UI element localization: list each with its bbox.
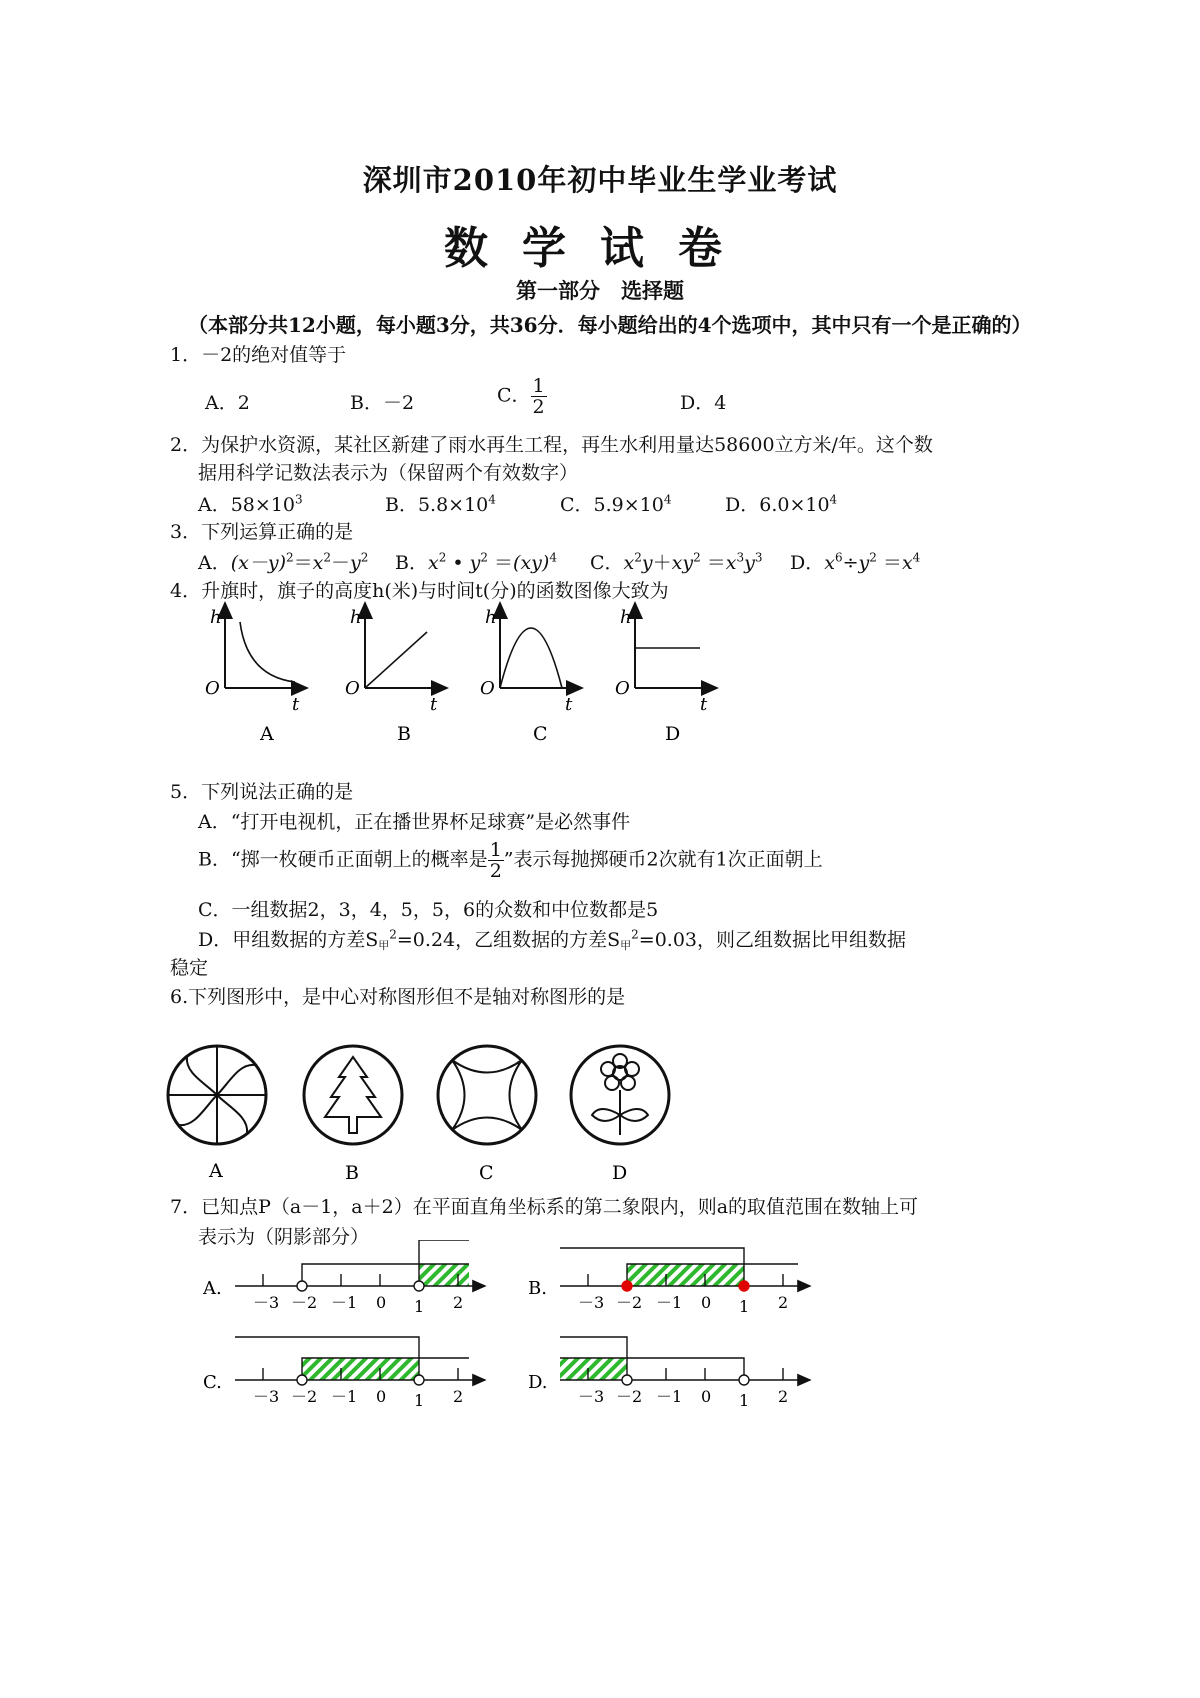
q5-option-d <box>198 925 906 953</box>
exam-title: 深圳市2010年初中毕业生学业考试 <box>362 163 838 197</box>
subscript: 甲 <box>620 939 632 952</box>
origin: O <box>345 678 360 699</box>
tick: 0 <box>701 1387 712 1406</box>
figure-c-label: C <box>479 1162 494 1184</box>
q2-stem-line1: 2．为保护水资源，某社区新建了雨水再生工程，再生水利用量达58600立方米/年。这个数 <box>170 434 933 456</box>
number-line-d <box>528 1337 810 1410</box>
q2-option-b <box>385 490 496 517</box>
tick: 2 <box>778 1293 789 1312</box>
q3-c-label: C． <box>590 552 624 574</box>
axis-t: t <box>565 694 573 715</box>
numerator: 1 <box>532 375 545 397</box>
q2-b-base: B．5.8×10 <box>385 494 489 516</box>
exponent: 4 <box>829 492 838 507</box>
origin: O <box>205 678 220 699</box>
graph-d <box>615 603 717 745</box>
tick: －2 <box>616 1387 643 1406</box>
q7-stem-line2: 表示为（阴影部分） <box>198 1226 370 1248</box>
tick: －1 <box>331 1293 358 1312</box>
tick: －3 <box>578 1387 605 1406</box>
graph-d-label: D <box>665 723 681 745</box>
figure-a <box>168 1046 266 1182</box>
axis-t: t <box>430 694 438 715</box>
q3-option-b: B．$x^2$ • $y^2 =(xy)^4$ <box>395 550 557 574</box>
q5-option-b <box>198 840 823 881</box>
tick: 1 <box>739 1297 750 1316</box>
denominator: 2 <box>489 860 502 882</box>
figure-d-label: D <box>612 1162 628 1184</box>
q3-option-c: C．$x^2y+xy^2 =x^3y^3$ <box>590 550 763 574</box>
figure-c <box>438 1046 536 1184</box>
origin: O <box>615 678 630 699</box>
q1-option-d: D．4 <box>680 392 727 414</box>
q5-d-part2: =0.24，乙组数据的方差S <box>396 929 621 951</box>
q3-option-a: A．$(x-y)^2=x^2-y^2$ <box>198 550 369 574</box>
q2-option-a <box>198 490 303 517</box>
exponent: 4 <box>663 492 672 507</box>
option-a-label: A. <box>203 1278 222 1299</box>
exponent: 2 <box>631 927 639 942</box>
tick: －1 <box>656 1293 683 1312</box>
subscript: 甲 <box>378 939 390 952</box>
q5-b-post: ”表示每抛掷硬币2次就有1次正面朝上 <box>503 848 823 871</box>
q7-number-lines <box>195 1240 835 1420</box>
tick: －2 <box>291 1293 318 1312</box>
option-d-label: D. <box>528 1372 548 1393</box>
tick: －3 <box>578 1293 605 1312</box>
subject-title: 数学试卷 <box>444 223 756 274</box>
number-line-a <box>202 1240 485 1316</box>
figure-b-label: B <box>345 1162 359 1184</box>
tick: 2 <box>453 1387 464 1406</box>
numerator: 1 <box>489 839 502 861</box>
q2-d-base: D．6.0×10 <box>725 494 830 516</box>
q4-stem: 4．升旗时，旗子的高度h(米)与时间t(分)的函数图像大致为 <box>170 580 669 602</box>
graph-a <box>205 603 307 745</box>
number-line-c <box>203 1337 485 1410</box>
q3-a-label: A． <box>198 552 231 574</box>
q5-option-c: C．一组数据2，3，4，5，5，6的众数和中位数都是5 <box>198 899 659 921</box>
q5-b-pre: B．“掷一枚硬币正面朝上的概率是 <box>198 848 488 871</box>
exponent: 2 <box>389 927 397 942</box>
tick: 0 <box>701 1293 712 1312</box>
option-b-label: B. <box>528 1278 547 1299</box>
q5-stem: 5．下列说法正确的是 <box>170 781 354 803</box>
figure-a-label: A <box>209 1160 223 1182</box>
tick: 1 <box>414 1297 425 1316</box>
tick: －1 <box>656 1387 683 1406</box>
graph-b <box>345 603 447 745</box>
q3-stem: 3．下列运算正确的是 <box>170 521 354 543</box>
graph-c-label: C <box>533 723 548 745</box>
tick: 2 <box>453 1293 464 1312</box>
tick: 1 <box>414 1391 425 1410</box>
fraction <box>488 840 504 881</box>
graph-c <box>480 603 582 745</box>
q1-option-b: B．－2 <box>350 392 415 414</box>
denominator: 2 <box>532 396 545 418</box>
q3-d-label: D． <box>790 552 825 574</box>
q6-figures <box>165 1040 685 1185</box>
q3-option-d: D．$x^6\div y^2 =x^4$ <box>790 550 921 574</box>
q1-stem: 1．－2的绝对值等于 <box>170 344 347 366</box>
origin: O <box>480 678 495 699</box>
tick: 0 <box>376 1293 387 1312</box>
tick: －3 <box>253 1293 280 1312</box>
q5-d-part3: =0.03，则乙组数据比甲组数据 <box>638 929 907 951</box>
tick: －3 <box>253 1387 280 1406</box>
q2-a-base: A．58×10 <box>198 494 295 516</box>
graph-b-label: B <box>397 723 411 745</box>
q2-option-c <box>560 490 672 517</box>
exponent: 4 <box>488 492 496 507</box>
axis-h: h <box>620 607 632 628</box>
axis-t: t <box>700 694 708 715</box>
figure-b <box>304 1046 402 1184</box>
fraction <box>531 376 547 417</box>
axis-h: h <box>210 607 222 628</box>
figure-d <box>571 1046 669 1184</box>
axis-h: h <box>350 607 362 628</box>
exponent: 3 <box>295 492 303 507</box>
q3-b-label: B． <box>395 552 428 574</box>
tick: 2 <box>778 1387 789 1406</box>
q7-stem-line1: 7．已知点P（a－1，a＋2）在平面直角坐标系的第二象限内，则a的取值范围在数轴上可 <box>170 1196 919 1218</box>
q2-stem-line2: 据用科学记数法表示为（保留两个有效数字） <box>198 462 579 484</box>
axis-h: h <box>485 607 497 628</box>
graph-a-label: A <box>260 723 274 745</box>
q1-option-c-prefix: C． <box>497 384 531 407</box>
q1-option-a: A．2 <box>205 392 250 414</box>
q5-option-a: A．“打开电视机，正在播世界杯足球赛”是必然事件 <box>198 811 631 833</box>
number-line-b <box>528 1248 810 1316</box>
q5-d-part1: D．甲组数据的方差S <box>198 929 379 951</box>
q5-option-d-line2: 稳定 <box>170 957 209 979</box>
q6-stem: 6.下列图形中，是中心对称图形但不是轴对称图形的是 <box>170 986 626 1008</box>
q2-option-d <box>725 490 837 517</box>
tick: 1 <box>739 1391 750 1410</box>
option-c-label: C. <box>203 1372 222 1393</box>
axis-t: t <box>292 694 300 715</box>
tick: －1 <box>331 1387 358 1406</box>
q1-option-c <box>497 376 547 417</box>
instructions: （本部分共12小题，每小题3分，共36分．每小题给出的4个选项中，其中只有一个是正确的） <box>188 313 1032 337</box>
q2-c-base: C．5.9×10 <box>560 494 664 516</box>
tick: －2 <box>616 1293 643 1312</box>
tick: －2 <box>291 1387 318 1406</box>
tick: 0 <box>376 1387 387 1406</box>
part-title: 第一部分 选择题 <box>516 278 684 303</box>
q4-graphs <box>195 598 735 748</box>
